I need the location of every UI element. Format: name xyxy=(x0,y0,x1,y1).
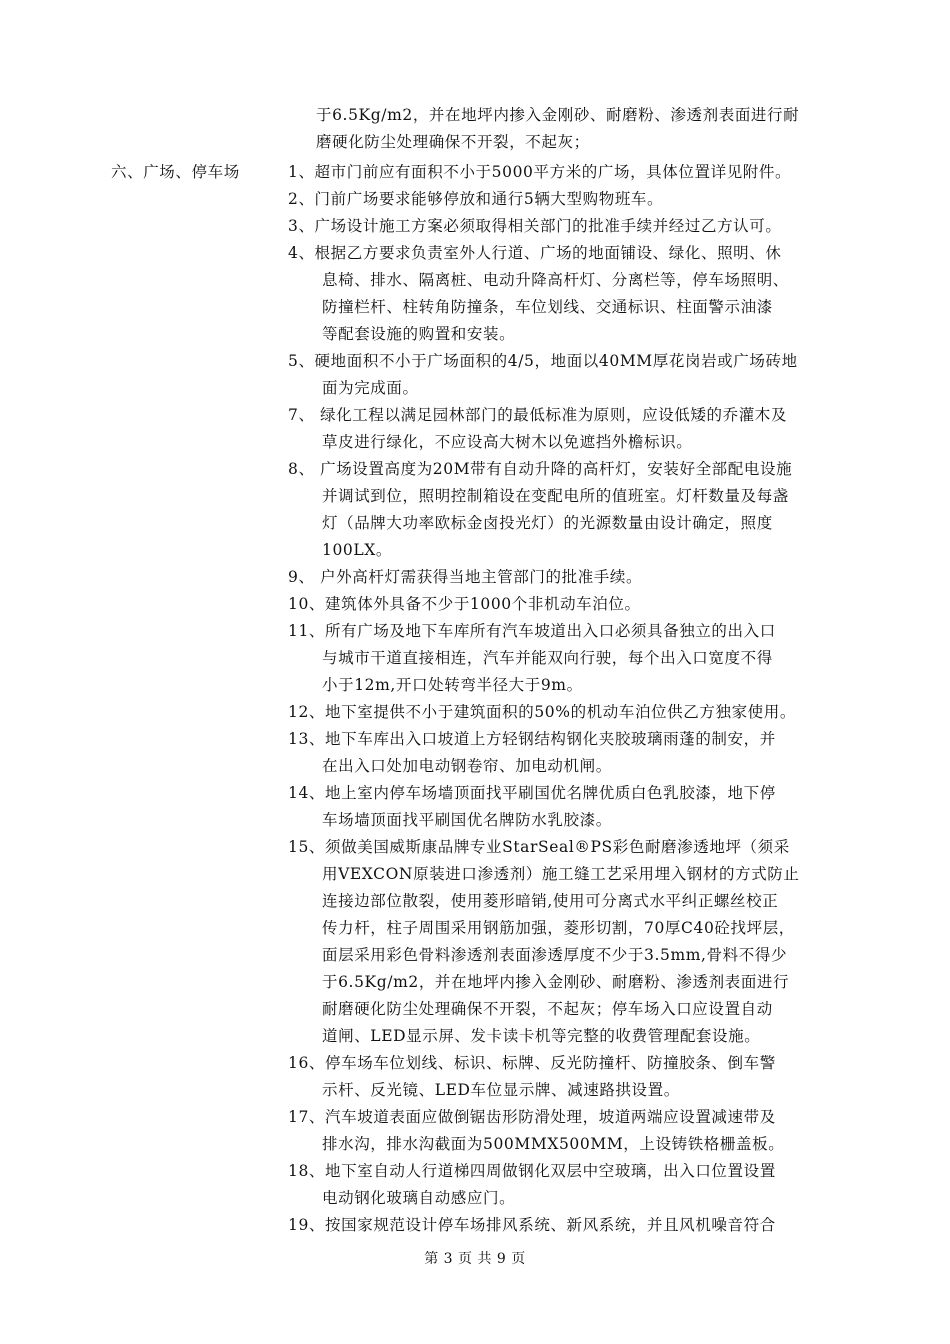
list-item xyxy=(288,159,808,186)
list-item-line: 100LX。 xyxy=(322,541,393,559)
continuation-line-2: 磨硬化防尘处理确保不开裂，不起灰； xyxy=(316,133,590,151)
list-item-line: 5、硬地面积不小于广场面积的4/5，地面以40MM厚花岗岩或广场砖地 xyxy=(288,352,798,370)
list-item xyxy=(288,834,808,1050)
list-item-line: 13、地下车库出入口坡道上方轻钢结构钢化夹胶玻璃雨蓬的制安，并 xyxy=(288,730,776,748)
list-item xyxy=(288,591,808,618)
list-item-line: 耐磨硬化防尘处理确保不开裂，不起灰；停车场入口应设置自动 xyxy=(322,1000,773,1018)
list-item-line: 排水沟，排水沟截面为500MMX500MM，上设铸铁格栅盖板。 xyxy=(322,1135,785,1153)
list-item xyxy=(288,240,808,348)
list-item-line: 息椅、排水、隔离桩、电动升降高杆灯、分离栏等，停车场照明、 xyxy=(322,271,789,289)
list-item xyxy=(288,564,808,591)
list-item-line: 面层采用彩色骨料渗透剂表面渗透厚度不少于3.5mm,骨料不得少 xyxy=(322,946,788,964)
list-item-line: 连接边部位散裂，使用菱形暗销,使用可分离式水平纠正螺丝校正 xyxy=(322,892,779,910)
list-item-line: 示杆、反光镜、LED车位显示牌、减速路拱设置。 xyxy=(322,1081,680,1099)
list-item-line: 18、地下室自动人行道梯四周做钢化双层中空玻璃，出入口位置设置 xyxy=(288,1162,776,1180)
list-item-line: 1、超市门前应有面积不小于5000平方米的广场，具体位置详见附件。 xyxy=(288,163,792,181)
list-item xyxy=(288,1212,808,1239)
section-title: 六、广场、停车场 xyxy=(111,163,240,181)
list-item-line: 19、按国家规范设计停车场排风系统、新风系统，并且风机噪音符合 xyxy=(288,1216,776,1234)
list-item-line: 7、 绿化工程以满足园林部门的最低标准为原则，应设低矮的乔灌木及 xyxy=(288,406,787,424)
list-item-line: 等配套设施的购置和安装。 xyxy=(322,325,516,343)
list-item-line: 4、根据乙方要求负责室外人行道、广场的地面铺设、绿化、照明、休 xyxy=(288,244,782,262)
list-item-line: 防撞栏杆、柱转角防撞条，车位划线、交通标识、柱面警示油漆 xyxy=(322,298,773,316)
list-item-line: 灯（品牌大功率欧标金卤投光灯）的光源数量由设计确定，照度 xyxy=(322,514,773,532)
list-item-line: 14、地上室内停车场墙顶面找平刷国优名牌优质白色乳胶漆，地下停 xyxy=(288,784,776,802)
list-item-line: 11、所有广场及地下车库所有汽车坡道出入口必须具备独立的出入口 xyxy=(288,622,776,640)
list-item-line: 与城市干道直接相连，汽车并能双向行驶，每个出入口宽度不得 xyxy=(322,649,773,667)
list-item xyxy=(288,186,808,213)
list-item xyxy=(288,699,808,726)
list-item-line: 车场墙顶面找平刷国优名牌防水乳胶漆。 xyxy=(322,811,612,829)
list-item-line: 12、地下室提供不小于建筑面积的50%的机动车泊位供乙方独家使用。 xyxy=(288,703,796,721)
list-item xyxy=(288,213,808,240)
list-item-line: 电动钢化玻璃自动感应门。 xyxy=(322,1189,516,1207)
list-item-line: 3、广场设计施工方案必须取得相关部门的批准手续并经过乙方认可。 xyxy=(288,217,782,235)
list-item-line: 并调试到位，照明控制箱设在变配电所的值班室。灯杆数量及每盏 xyxy=(322,487,789,505)
list-item-line: 10、建筑体外具备不少于1000个非机动车泊位。 xyxy=(288,595,641,613)
list-item-line: 8、 广场设置高度为20M带有自动升降的高杆灯，安装好全部配电设施 xyxy=(288,460,793,478)
page-footer: 第 3 页 共 9 页 xyxy=(424,1251,526,1267)
list-item-line: 面为完成面。 xyxy=(322,379,419,397)
list-item-line: 9、 户外高杆灯需获得当地主管部门的批准手续。 xyxy=(288,568,643,586)
list-item-line: 用VEXCON原装进口渗透剂）施工缝工艺采用埋入钢材的方式防止 xyxy=(322,865,800,883)
list-item-line: 于6.5Kg/m2，并在地坪内掺入金刚砂、耐磨粉、渗透剂表面进行 xyxy=(322,973,790,991)
list-item-line: 2、门前广场要求能够停放和通行5辆大型购物班车。 xyxy=(288,190,664,208)
list-item-line: 17、汽车坡道表面应做倒锯齿形防滑处理，坡道两端应设置减速带及 xyxy=(288,1108,776,1126)
list-item-line: 小于12m,开口处转弯半径大于9m。 xyxy=(322,676,583,694)
list-item xyxy=(288,780,808,834)
list-item xyxy=(288,1158,808,1212)
list-item-line: 16、停车场车位划线、标识、标牌、反光防撞杆、防撞胶条、倒车警 xyxy=(288,1054,776,1072)
list-item xyxy=(288,402,808,456)
list-item xyxy=(288,1050,808,1104)
list-item xyxy=(288,618,808,699)
list-item-line: 传力杆，柱子周围采用钢筋加强，菱形切割，70厚C40砼找坪层， xyxy=(322,919,795,937)
list-item-line: 在出入口处加电动钢卷帘、加电动机闸。 xyxy=(322,757,612,775)
list-item xyxy=(288,1104,808,1158)
list-item xyxy=(288,456,808,564)
list-item xyxy=(288,726,808,780)
continuation-line-1: 于6.5Kg/m2，并在地坪内掺入金刚砂、耐磨粉、渗透剂表面进行耐 xyxy=(316,106,800,124)
list-item-line: 15、须做美国威斯康品牌专业StarSeal®PS彩色耐磨渗透地坪（须采 xyxy=(288,838,790,856)
list-item-line: 道闸、LED显示屏、发卡读卡机等完整的收费管理配套设施。 xyxy=(322,1027,761,1045)
list-item-line: 草皮进行绿化，不应设高大树木以免遮挡外檐标识。 xyxy=(322,433,693,451)
list-item xyxy=(288,348,808,402)
